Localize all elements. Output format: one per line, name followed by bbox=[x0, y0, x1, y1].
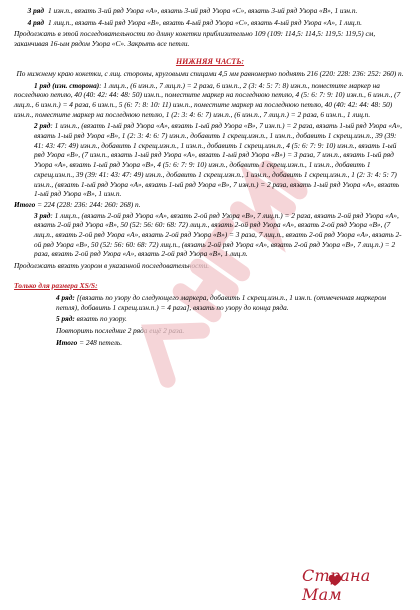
row-text: 1 изн.п., вязать 3-ий ряд Узора «А», вязать 3-ий ряд Узора «С», вязать 3-ий ряд Узора «В», 1 изн.п. bbox=[48, 6, 358, 15]
xs-repeat-text: Повторить последние 2 ряда ещё 2 раза. bbox=[56, 325, 185, 335]
row-label: 5 ряд: bbox=[56, 314, 75, 324]
top-row-3 bbox=[0, 6, 420, 16]
lower-total-1 bbox=[0, 200, 420, 210]
total-value: = 248 петель. bbox=[79, 337, 123, 347]
row-label: 3 ряд bbox=[27, 6, 44, 15]
xs-total bbox=[0, 338, 420, 348]
lower-row-2 bbox=[0, 121, 420, 199]
total-label: Итого bbox=[14, 199, 36, 209]
top-continue-text: Продолжать в этой последовательности по длину кокетки приблизительно 109 (109: 114,5: 114,5: 119,5: 119,5) см, заканчивая 16-ым рядом Узора «С». Закрыть все петли. bbox=[14, 29, 376, 49]
xs-row-5 bbox=[0, 314, 420, 324]
row-text: 1 лиц.п., вязать 4-ый ряд Узора «В», вязать 4-ый ряд Узора «С», вязать 4-ый ряд Узора «А», 1 лиц.п. bbox=[48, 17, 362, 27]
row-label: 1 ряд (изн. сторона) bbox=[34, 80, 100, 90]
total-label: Итого bbox=[56, 337, 78, 347]
row-label: 2 ряд bbox=[34, 121, 51, 131]
xs-row-4 bbox=[0, 293, 420, 312]
logo-text: Страна Мам bbox=[302, 566, 371, 604]
section-heading-lower: НИЖНЯЯ ЧАСТЬ: bbox=[175, 56, 245, 66]
site-logo[interactable] bbox=[302, 566, 414, 606]
row-text: : 1 изн.п., (вязать 1-ый ряд Узора «А», вязать 1-ый ряд Узора «В», 7 изн.п.) = 2 раза, вязать 1-ый ряд Узора «А», вязать 1-ый ряд Узора «В», 1 (2: 3: 4: 6: 7) изн.п., добавить 1 скрещ.изн.п., 1 изн.п., добавить 1 скрещ.изн.п., 39 (39: 41: 43: 47: 49) изн.п., добавить 1 скрещ.изн.п., 1 изн.п., добавить 1 скрещ.изн.п., 4 (5: 6: 7: 9: 10) изн.п., вязать 1-ый ряд Узора «В», (7 изн.п., вязать 1-ый ряд Узора «А», вязать 1-ый ряд Узора «В») = 3 раза, 7 изн.п., вязать 1-ый ряд Узора «А», вязать 1-ый ряд Узора «В», 4 (5: 6: 7: 9: 10) изн.п., добавить 1 скрещ.изн.п., 1 изн.п., добавить 1 скрещ.изн.п., 39 (39: 41: 43: 47: 49) изн.п., добавить 1 скрещ.изн.п., 1 изн.п., добавить 1 скрещ.изн.п., 1 (2: 3: 4: 5: 7) изн.п., (вязать 1-ый ряд Узора «А», вязать 1-ый ряд Узора «В», 7 изн.п.) = 2 раза, вязать 1-ый ряд Узора «А», вязать 1-ый ряд Узора «В», 1 изн.п. bbox=[34, 121, 402, 199]
lower-continue-text: Продолжать вязать узором в указанной последовательности. bbox=[14, 261, 210, 271]
top-row-4 bbox=[0, 18, 420, 28]
section-heading-xs: Только для размера XS/S: bbox=[14, 280, 98, 290]
total-value: = 224 (228: 236: 244: 260: 268) п. bbox=[37, 199, 141, 209]
row-label: 3 ряд bbox=[34, 210, 51, 220]
row-text: : 1 лиц.п., (6 изн.п., 7 лиц.п.) = 2 раза, 6 изн.п., 2 (3: 4: 5: 7: 8) изн.п., поместите маркер на последнюю петлю, 40 (40: 42: 44: 48: 50) изн.п., поместите маркер на последнюю петлю, 4 (5: 6: 7: 9: 10) изн.п., 6 изн.п., (7 лиц.п., 6 изн.п.) = 4 раза, 6 изн.п., 5 (6: 7: 8: 10: 11) изн.п., поместите маркер на последнюю петлю, 40 (40: 42: 44: 48: 50) изн.п., поместите маркер на последнюю петлю, 1 (2: 3: 4: 6: 7) изн.п., (6 изн.п., 7 лиц.п.) = 2 раза, 6 изн.п., 1 лиц.п. bbox=[14, 80, 401, 119]
row-text: [(вязать по узору до следующего маркера, добавить 1 скрещ.изн.п., 1 изн.п. (отмеченная маркером петля), добавить 1 скрещ.изн.п.) = 4 раза], вязать по узору до конца ряда. bbox=[56, 292, 386, 312]
row-label: 4 ряд bbox=[27, 17, 44, 27]
lower-intro: По нижнему краю кокетки, с лиц. стороны, круговыми спицами 4,5 мм равномерно поднять 216 (220: 228: 236: 252: 260) п. bbox=[16, 68, 404, 78]
row-text: : 1 лиц.п., (вязать 2-ой ряд Узора «А», вязать 2-ой ряд Узора «В», 7 лиц.п.) = 2 раза, вязать 2-ой ряд Узора «А», вязать 2-ой ряд Узора «В», 50 (52: 56: 60: 68: 72) лиц.п., вязать 2-ой ряд Узора «А», вязать 2-ой ряд Узора «В», (7 лиц.п., вязать 2-ой ряд Узора «А», вязать 2-ой ряд Узора «В») = 3 раза, 7 лиц.п., вязать 2-ой ряд Узора «А», вязать 2-ой ряд Узора «В», 50 (52: 56: 60: 68: 72) лиц.п., (вязать 2-ой ряд Узора «А», вязать 2-ой ряд Узора «В», 7 лиц.п.) = 2 раза, вязать 2-ой ряд Узора «А», вязать 2-ой ряд Узора «В», 1 лиц.п. bbox=[34, 210, 402, 259]
row-label: 4 ряд: bbox=[56, 292, 75, 302]
row-text: вязать по узору. bbox=[76, 314, 127, 324]
lower-row-1 bbox=[0, 81, 420, 120]
lower-row-3 bbox=[0, 211, 420, 260]
